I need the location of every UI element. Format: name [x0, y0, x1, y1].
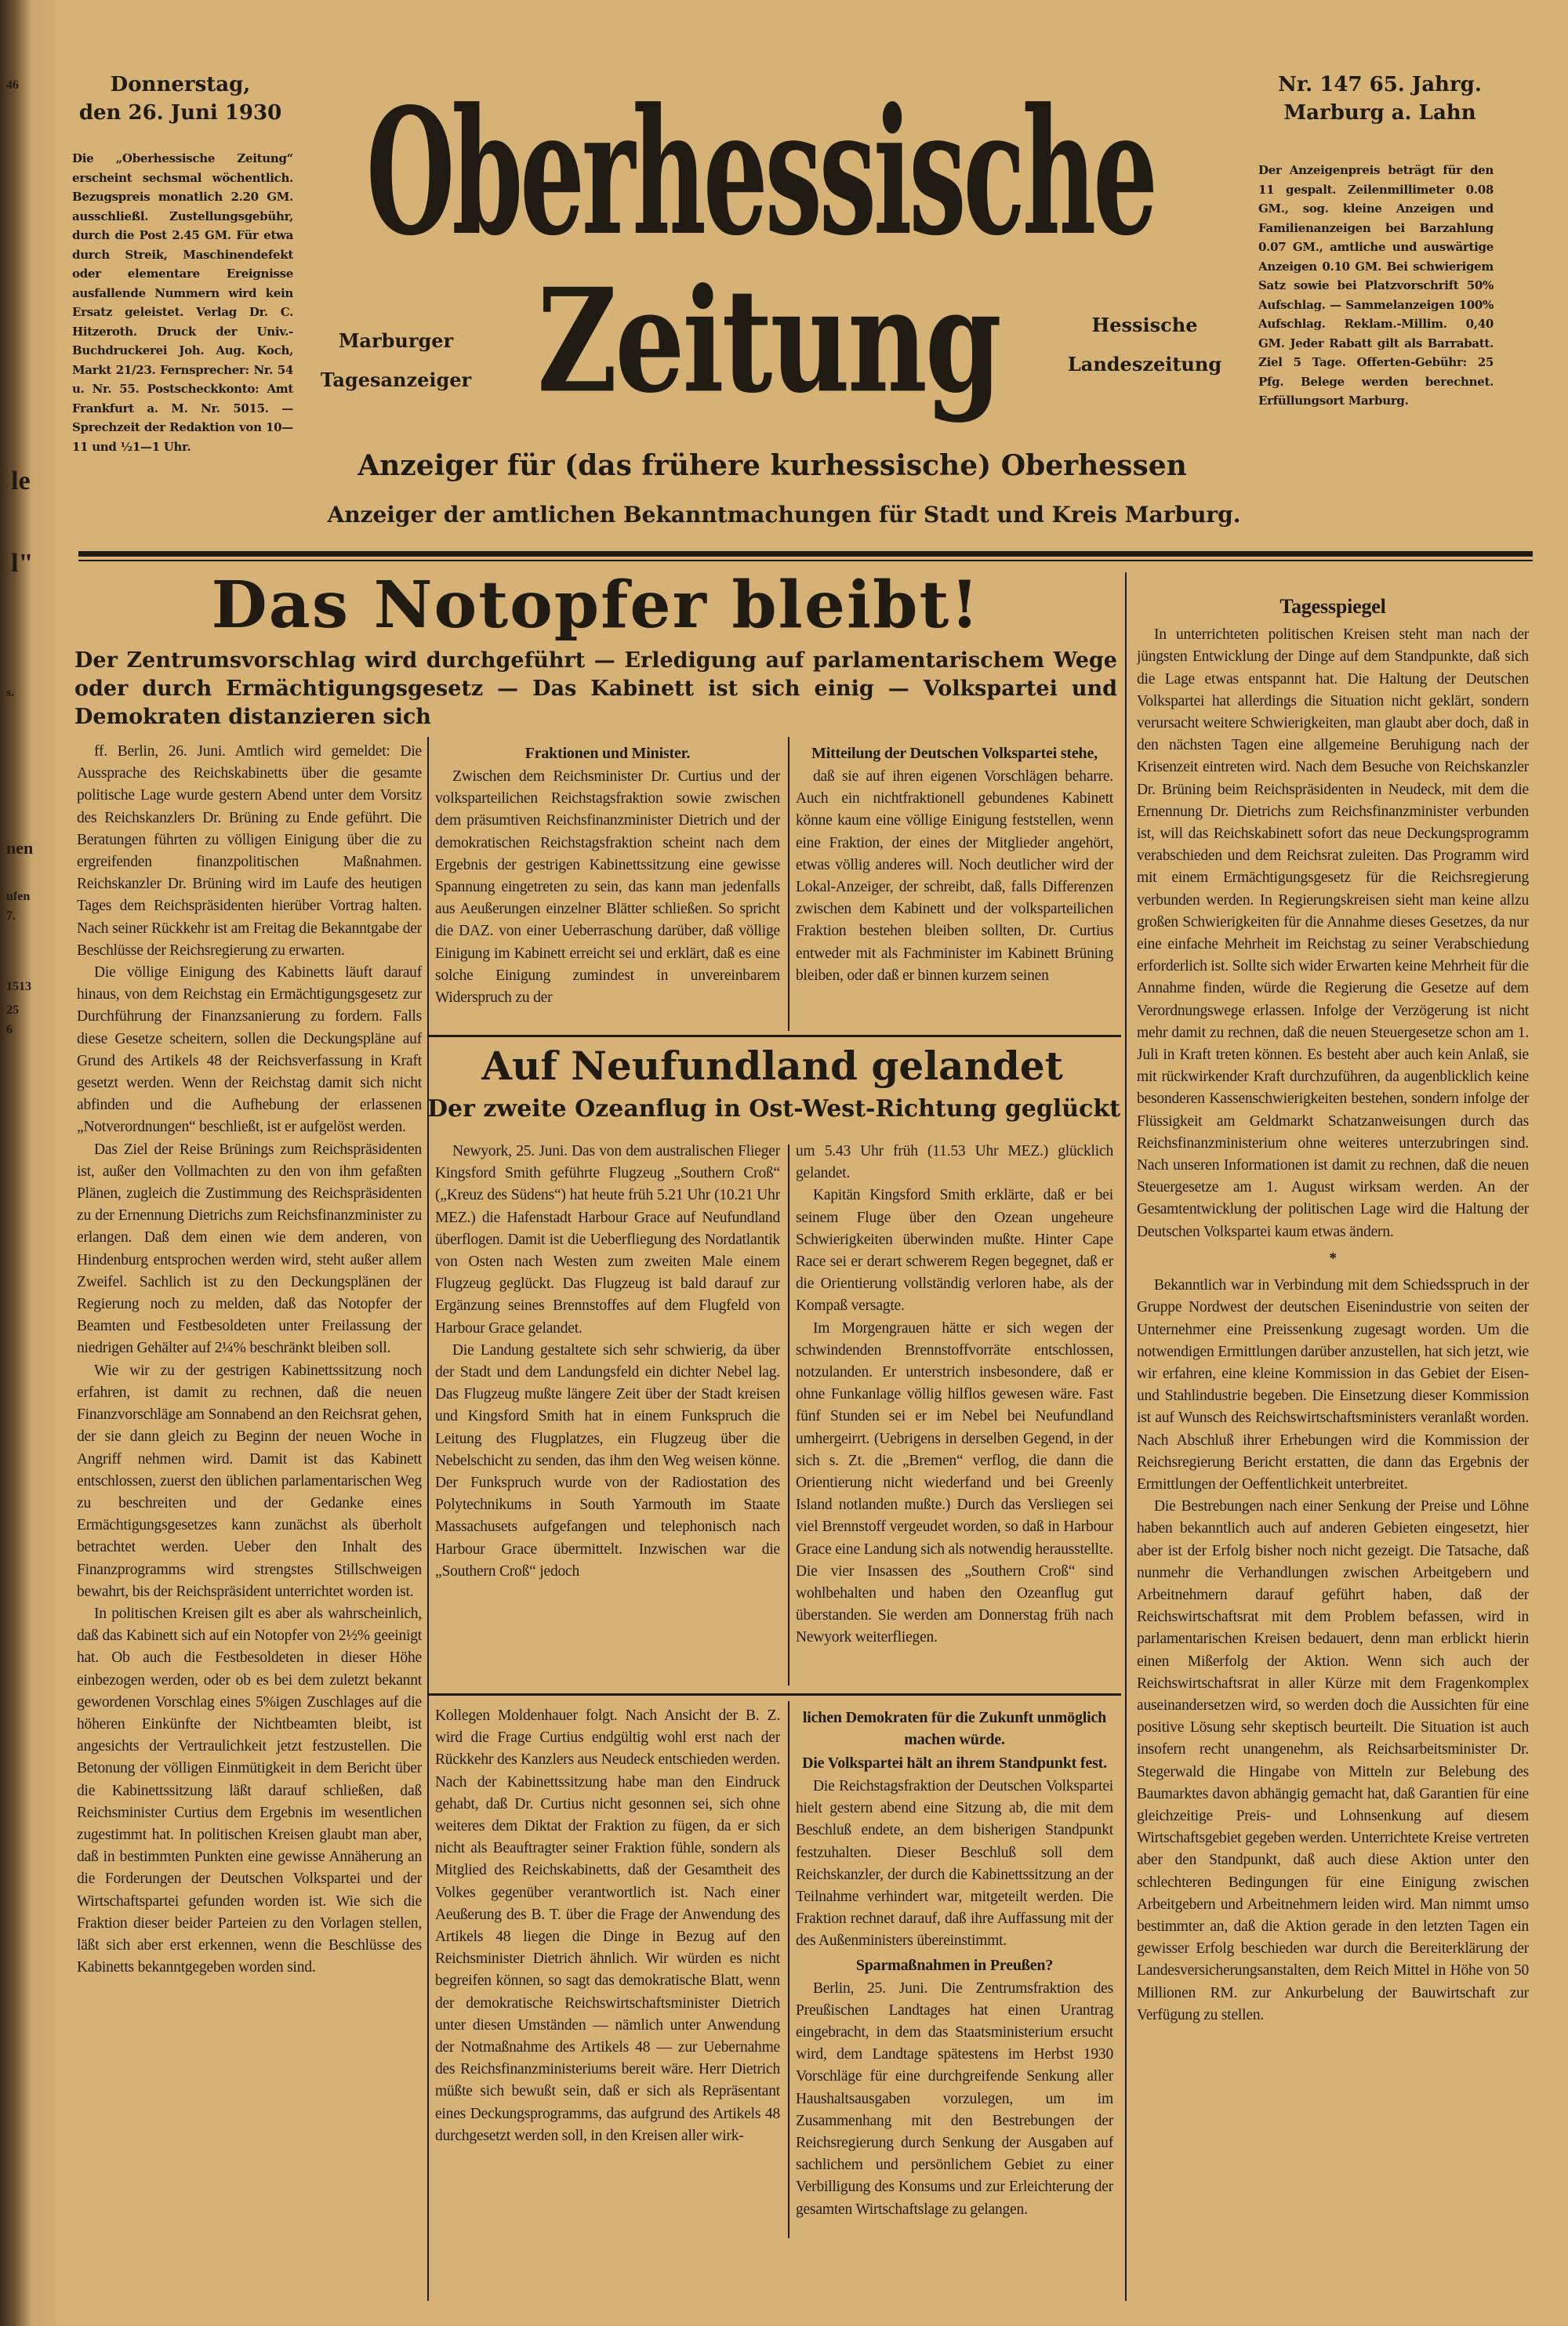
newspaper-title-line1: Oberhessische	[366, 70, 1155, 274]
issue-number: Nr. 147 65. Jahrg.	[1278, 73, 1482, 96]
section-heading: Sparmaßnahmen in Preußen?	[855, 1956, 1054, 1974]
lead-article-column-1	[77, 741, 422, 2301]
subscription-info: Die „Oberhessische Zeitung“ erscheint sechsmal wöchentlich. Bezugspreis monatlich 2.20 GM. ausschließl. Zustellungsgebühr, durch die Post 2.45 GM. Für etwa durch Streik, Maschinendefekt oder elementare Ereignisse ausfallende Nummern wird kein Ersatz geleistet. Verlag Dr. C. Hitzeroth. Druck der Univ.-Buchdruckerei Joh. Aug. Koch, Markt 21/23. Fernsprecher: Nr. 54 u. Nr. 55. Postscheckkonto: Amt Frankfurt a. M. Nr. 5015. — Sprechzeit der Redaktion von 10—11 und ½1—1 Uhr.	[72, 151, 293, 454]
paragraph: Die völlige Einigung des Kabinetts läuft darauf hinaus, von dem Reichstag ein Ermächtigungsgesetz zur Durchführung der Finanzsanierung zu fordern. Falls diese Gesetze scheitern, sollen die Deckungspläne auf Grund des Artikels 48 der Reichsverfassung in Kraft gesetzt werden. Wenn der Reichstag damit sich nicht abfinden und die Aufhebung der erlassenen „Notverordnungen“ beschließt, ist er aufgelöst werden.	[77, 964, 422, 1136]
edge-fragment: ufen	[6, 890, 31, 903]
edge-fragment: nen	[6, 838, 34, 858]
advertising-rates: Der Anzeigenpreis beträgt für den 11 gespalt. Zeilenmillimeter 0.08 GM., sog. kleine Anzeigen und Familienanzeigen bei Barzahlung 0.07 GM., amtliche und auswärtige Anzeigen 0.10 GM. Bei schwierigem Satz sowie bei Platzvorschrift 50% Aufschlag. — Sammelanzeigen 100% Aufschlag. Reklam.-Millim. 0,40 GM. Jeder Rabatt gilt als Barrabatt. Ziel 5 Tage. Offerten-Gebühr: 25 Pfg. Belege werden berechnet. Erfüllungsort Marburg.	[1258, 163, 1494, 408]
paragraph: Im Morgengrauen hätte er sich wegen der schwindenden Brennstoffvorräte entschlossen, notzulanden. Er unterstrich insbesondere, daß er ohne Funkanlage völlig hilflos gewesen wäre. Fast fünf Stunden sei er im Nebel bei Neufundland umhergeirrt. (Uebrigens in derselben Gegend, in der sich s. Zt. die „Bremen“ verflog, die dann die Orientierung nicht wiederfand und bei Greenly Island notlanden mußte.) Durch das Versliegen sei viel Brennstoff vergeudet worden, so daß in Harbour Grace eine Landung sich als notwendig herausstellte. Die vier Insassen des „Southern Croß“ sind wohlbehalten und haben den Ozeanflug gut überstanden. Sie werden am Donnerstag früh nach Newyork weiterfliegen.	[796, 1319, 1113, 1646]
paragraph: Das Ziel der Reise Brünings zum Reichspräsidenten ist, außer den Vollmachten zu den von ihm gefaßten Plänen, zugleich die Zustimmung des Reichspräsidenten zu der Ernennung Dietrichs zum Reichsfinanzminister zu erlangen. Daß dem einen wie dem anderen, von Hindenburg entsprochen werden wird, steht außer allem Zweifel. Sachlich ist zu den Deckungsplänen der Regierung noch zu melden, daß das Notopfer der Beamten und Festbesoldeten unter Freilassung der niedrigen Gehälter auf 2¼% beschränkt bleiben soll.	[77, 1141, 422, 1357]
edge-fragment: 6	[6, 1023, 13, 1036]
paragraph: ff. Berlin, 26. Juni. Amtlich wird gemeldet: Die Aussprache des Reichskabinetts über die gesamte politische Lage wurde gestern Abend unter dem Vorsitz des Reichskanzlers Dr. Brüning zu Ende geführt. Die Beratungen führten zu völligen Einigung über die zu ergreifenden finanzpolitischen Maßnahmen. Reichskanzler Dr. Brüning wird im Laufe des heutigen Tages dem Reichspräsidenten hierüber Vortrag halten. Nach seiner Rückkehr ist am Freitag die Bekanntgabe der Beschlüsse der Reichsregierung zu erwarten.	[77, 743, 422, 959]
paragraph: Kapitän Kingsford Smith erklärte, daß er bei seinem Fluge über den Ozean ungeheure Schwierigkeiten überwinden mußte. Hinter Cape Race sei er derart schwerem Regen begegnet, daß er die Orientierung vollständig verloren habe, als der Kompaß versagte.	[796, 1187, 1113, 1315]
edge-fragment: 7.	[6, 909, 16, 923]
edge-fragment: 25	[6, 1003, 19, 1017]
paragraph: Kollegen Moldenhauer folgt. Nach Ansicht der B. Z. wird die Frage Curtius endgültig wohl erst nach der Rückkehr des Kanzlers aus Neudeck entschieden werden. Nach der Kabinettssitzung habe man den Eindruck gehabt, daß Dr. Curtius nicht gesonnen sei, sich ohne weiteres dem Diktat der Fraktion zu fügen, da er sich nicht als Beauftragter seiner Fraktion fühle, sondern als Mitglied des Reichskabinetts, daß der Gesamtheit des Volkes gegenüber verantwortlich ist. Nach einer Aeußerung des B. T. über die Frage der Anwendung des Artikels 48 liegen die Dinge in Bezug auf den Reichsminister Dietrich ähnlich. Wir würden es nicht begreifen können, so sagt das demokratische Blatt, wenn der demokratische Reichswirtschaftsminister Dietrich unter diesen Umständen — nämlich unter Anwendung der Notmaßnahme des Artikels 48 — zur Uebernahme des Reichsfinanzministeriums bereit wäre. Herr Dietrich müßte sich bewußt sein, daß er sich als Repräsentant eines Deckungsprogramms, das aufgrund des Artikels 48 durchgesetzt werden soll, in den Kreisen aller wirk-	[435, 1707, 780, 2144]
paragraph: Zwischen dem Reichsminister Dr. Curtius und der volksparteilichen Reichstagsfraktion sowie zwischen dem präsumtiven Reichsfinanzminister Dietrich und der demokratischen Reichstagsfraktion scheint nach dem Ergebnis der gestrigen Kabinettssitzung eine gewisse Spannung eingetreten zu sein, das kann man jedenfalls aus Aeußerungen einzelner Blätter schließen. So spricht die DAZ. von einer Ueberraschung darüber, daß völlige Einigung im Kabinett erreicht sei und erklärt, daß es eine solche Einigung zumindest in unvereinbarem Widerspruch zu der	[435, 768, 780, 1007]
edge-fragment: l"	[11, 549, 34, 578]
column-rule	[788, 1701, 789, 2238]
masthead-rule	[78, 551, 1533, 557]
section-rule	[427, 1693, 1121, 1696]
section-heading: Mitteilung der Deutschen Volkspartei stehe,	[811, 745, 1098, 762]
adjacent-page-edge	[0, 0, 56, 2326]
place: Marburg a. Lahn	[1283, 101, 1476, 125]
flight-article-column-1	[435, 1141, 780, 1682]
newspaper-title-line2: Zeitung	[537, 258, 1000, 426]
date: den 26. Juni 1930	[78, 101, 282, 125]
separator-star: *	[1329, 1250, 1337, 1267]
lead-headline: Das Notopfer bleibt!	[211, 568, 981, 643]
paragraph: Newyork, 25. Juni. Das von dem australischen Flieger Kingsford Smith geführte Flugzeug „Southern Croß“ („Kreuz des Südens“) hat heute früh 5.21 Uhr (10.21 Uhr MEZ.) die Hafenstadt Harbour Grace auf Neufundland überflogen. Damit ist die Ueberfliegung des Nordatlantik von Osten nach Westen zum zweiten Male einem Flugzeug geglückt. Das Flugzeug ist bald darauf zur Ergänzung seines Brennstoffes auf dem Flugfeld von Harbour Grace gelandet.	[435, 1143, 780, 1337]
column-rule	[1125, 572, 1127, 2301]
paragraph: Die Bestrebungen nach einer Senkung der Preise und Löhne haben bekanntlich auch auf anderen Gebieten eingesetzt, hier aber ist der Erfolg bisher noch nicht gezeigt. Die Tatsache, daß nunmehr die Verhandlungen zwischen Arbeitgebern und Arbeitnehmern darauf geführt haben, daß der Reichswirtschaftsrat mit dem Problem befassen, wird in parlamentarischen Kreisen bedauert, denn man erblickt hierin einen Mißerfolg der Aktion. Wenn sich auch der Reichswirtschaftsrat in aller Kürze mit dem Fragenkomplex auseinandersetzen wird, so werden doch die Aussichten für eine positive Lösung sehr skeptisch beurteilt. Die Situation ist auch insofern recht unangenehm, als Reichsarbeitsminister Dr. Stegerwald die Hingabe von Mitteln zur Belebung des Baumarktes davon abhängig gemacht hat, daß Garantien für eine gleichzeitige Preis- und Lohnsenkung auf diesem Wirtschaftsgebiet gegeben werden. Unterrichtete Kreise vertreten aber den Standpunkt, daß auch diese Aktion unter den schlechteren Bedingungen für eine Einigung zwischen Arbeitgebern und Arbeitnehmern leiden wird. Man nimmt umso bestimmter an, daß die Aktion gerade in den letzten Tagen ein gewisser Erfolg beschieden war durch die Bereiterklärung der Landesversicherungsanstalten, dem Reich Mittel in Höhe von 50 Millionen RM. zur Ankurbelung der Bauwirtschaft zur Verfügung zu stellen.	[1137, 1498, 1529, 2023]
lead-article-column-2	[435, 741, 780, 1031]
paragraph: In politischen Kreisen gilt es aber als wahrscheinlich, daß das Kabinett sich auf ein Notopfer von 2½% geeinigt hat. Ob auch die Festbesoldeten in dieser Höhe einbezogen werden, oder ob es bei dem zuletzt bekannt gewordenen Vorschlag eines 5%igen Zuschlages auf die höheren Einkünfte der Nichtbeamten bleibt, ist angesichts der Vertraulichkeit jetzt festzustellen. Die Betonung der völligen Einmütigkeit in dem Bericht über die Kabinettssitzung läßt darauf schließen, daß Reichsminister Curtius dem Ergebnis im wesentlichen zugestimmt hat. In politischen Kreisen glaubt man aber, daß in bestimmten Punkten eine gewisse Annäherung an die Forderungen der Deutschen Volkspartei und der Wirtschaftspartei gefunden worden ist. Wie sich die Fraktion dieser beider Parteien zu den Vorlagen stellen, läßt sich aber erst erkennen, wenn die Beschlüsse des Kabinetts bekanntgegeben worden sind.	[77, 1605, 422, 1976]
edge-fragment: s.	[6, 686, 15, 699]
column-rule	[788, 1145, 789, 1686]
column-heading: Tagesspiegel	[1279, 596, 1386, 618]
section-rule	[427, 1035, 1121, 1037]
paragraph: In unterrichteten politischen Kreisen steht man nach der jüngsten Entwicklung der Dinge auf dem Standpunkte, daß sich die Lage etwas entspannt hat. Die Haltung der Deutschen Volkspartei hat allerdings die Situation nicht geklärt, sondern verursacht weitere Schwierigkeiten, man glaubt aber doch, daß in den nächsten Tagen eine allgemeine Beruhigung nach der Krisenzeit eintreten wird. Nach dem Besuche von Reichskanzler Dr. Brüning beim Reichspräsidenten in Neudeck, mit dem die Ernennung Dr. Dietrichs zum Reichsfinanzminister verbunden ist, will das Reichskabinett sofort das neue Deckungsprogramm verabschieden und dem Reichsrat zuleiten. Das Programm wird mit einem Ermächtigungsgesetz für die Reichsregierung verbunden werden. In Regierungskreisen sieht man keine allzu großen Schwierigkeiten für die Annahme dieses Gesetzes, da nur eine einfache Mehrheit im Reichstag zu seiner Verabschiedung erforderlich ist. Sollte sich wider Erwarten keine Mehrheit für die Annahme finden, würde die Regierung die Gesetze auf dem Verordnungswege erlassen. Infolge der Verzögerung ist nicht mehr damit zu rechnen, daß die neuen Steuergesetze schon am 1. Juli in Kraft treten können. Es besteht aber auch kein Anlaß, sie mit rückwirkender Kraft durchzuführen, da augenblicklich keine besonderen Kassenschwierigkeiten bestehen, sondern infolge der Flüssigkeit am Geldmarkt Schatzanweisungen durch das Reichsfinanzministerium ohne weiteres unterzubringen sind. Nach unseren Informationen ist damit zu rechnen, daß die neuen Steuergesetze am 1. August wirksam werden. An der Gesamtentwicklung der politischen Lage wird die Haltung der Deutschen Volkspartei kaum etwas ändern.	[1137, 626, 1529, 1240]
section-heading: Fraktionen und Minister.	[524, 745, 691, 762]
paragraph: Bekanntlich war in Verbindung mit dem Schiedsspruch in der Gruppe Nordwest der deutschen Eisenindustrie von seiten der Unternehmer eine Preissenkung zugesagt worden. Um die notwendigen Ermittlungen darüber anzustellen, hat sich jetzt, wie wir erfahren, eine kleine Kommission in das Gebiet der Eisen- und Stahlindustrie begeben. Die Einsetzung dieser Kommission ist auf Wunsch des Reichswirtschaftsministers veranlaßt worden. Nach Abschluß ihrer Erhebungen wird die Kommission der Reichsregierung Bericht erstatten, die dann das Ergebnis der Ermittlungen der Oeffentlichkeit unterbreitet.	[1137, 1277, 1529, 1493]
paragraph: um 5.43 Uhr früh (11.53 Uhr MEZ.) glücklich gelandet.	[796, 1143, 1113, 1182]
lead-continuation-column-1	[435, 1705, 780, 2238]
side-title-left-2: Tagesanzeiger	[320, 368, 472, 391]
paragraph: Berlin, 25. Juni. Die Zentrumsfraktion des Preußischen Landtages hat einen Urantrag eingebracht, in dem das Staatsministerium ersucht wird, dem Landtage spätestens im Herbst 1930 Vorschläge für eine durchgreifende Senkung aller Haushaltsausgaben vorzulegen, um im Zusammenhang mit den Bestrebungen der Reichsregierung durch Senkung der Ausgaben auf sachlichem und persönlichem Gebiet zu einer Verbilligung des Konsums und zur Erleichterung der gesamten Wirtschaftslage zu gelangen.	[796, 1979, 1113, 2218]
flight-headline: Auf Neufundland gelandet	[481, 1043, 1063, 1089]
paragraph: Die Reichstagsfraktion der Deutschen Volkspartei hielt gestern abend eine Sitzung ab, die mit dem Beschluß endete, an dem bisherigen Standpunkt festzuhalten. Dieser Beschluß soll dem Reichskanzler, der durch die Kabinettssitzung an der Teilnahme verhindert war, mitgeteilt werden. Die Fraktion rechnet darauf, daß ihre Auffassung mit der des Außenministers übereinstimmt.	[796, 1778, 1113, 1950]
paragraph: Wie wir zu der gestrigen Kabinettssitzung noch erfahren, ist damit zu rechnen, daß die neuen Finanzvorschläge am Sonnabend an den Reichsrat gehen, der sie dann gleich zu Beginn der neuen Woche in Angriff nehmen wird. Damit ist das Kabinett entschlossen, zuerst den üblichen parlamentarischen Weg zu beschreiten und der Gedanke eines Ermächtigungsgesetzes kann zunächst als überholt betrachtet werden. Ueber den Inhalt des Finanzprogramms wird strengstes Stillschweigen bewahrt, bis der Reichspräsident unterrichtet worden ist.	[77, 1362, 422, 1600]
edge-fragment: 46	[6, 78, 19, 92]
flight-subheadline: Der zweite Ozeanflug in Ost-West-Richtung geglückt	[427, 1095, 1120, 1123]
edge-fragment: le	[11, 466, 31, 495]
side-title-right-2: Landeszeitung	[1067, 353, 1222, 376]
lead-continuation-column-2	[796, 1705, 1113, 2238]
masthead-date	[63, 71, 298, 127]
masthead-issue	[1231, 71, 1529, 127]
column-rule	[427, 737, 429, 2301]
edge-fragment: 1513	[6, 980, 31, 993]
side-title-left-1: Marburger	[338, 329, 454, 352]
column-rule	[788, 737, 789, 1031]
lead-subheadline: Der Zentrumsvorschlag wird durchgeführt — Erledigung auf parlamentarischem Wege oder durch Ermächtigungsgesetz — Das Kabinett ist sich einig — Volkspartei und Demokraten distanzieren sich	[74, 648, 1117, 729]
weekday: Donnerstag,	[110, 73, 251, 96]
side-title-right-1: Hessische	[1091, 314, 1198, 336]
side-title-right	[1051, 306, 1239, 384]
flight-article-column-2	[796, 1141, 1113, 1682]
paragraph: Die Landung gestaltete sich sehr schwierig, da über der Stadt und dem Landungsfeld ein dichter Nebel lag. Das Flugzeug mußte längere Zeit über der Stadt kreisen und Kingsford Smith hat in einem Funkspruch die Leitung des Flugplatzes, ein Flugzeug über die Nebelschicht zu senden, das ihm den Weg weisen könne. Der Funkspruch wurde von der Radiostation des Polytechnikums in South Yarmouth im Staate Massachusets aufgefangen und telephonisch nach Harbour Grace übermittelt. Inzwischen war die „Southern Croß“ jedoch	[435, 1341, 780, 1580]
tagline-secondary: Anzeiger der amtlichen Bekanntmachungen für Stadt und Kreis Marburg.	[327, 502, 1241, 528]
section-heading: Die Volkspartei hält an ihrem Standpunkt fest.	[802, 1754, 1107, 1772]
lead-article-column-3	[796, 741, 1113, 1031]
tagline: Anzeiger für (das frühere kurhessische) Oberhessen	[358, 449, 1187, 482]
paragraph: daß sie auf ihren eigenen Vorschlägen beharre. Auch ein nichtfraktionell gebundenes Kabinett könne kaum eine völlige Einigung feststellen, wenn eine Fraktion, der eines der Mitglieder angehört, etwas völlig anderes will. Noch deutlicher wird der Lokal-Anzeiger, der schreibt, daß, falls Differenzen zwischen dem Kabinett und der volksparteilichen Fraktion bestehen bleiben sollten, Dr. Curtius entweder mit als Fachminister im Kabinett Brüning bleiben, oder daß er binnen kurzem seinen	[796, 768, 1113, 984]
masthead-rule-thin	[78, 560, 1533, 561]
side-title-left	[306, 321, 486, 400]
tagesspiegel-column	[1137, 596, 1529, 2238]
paragraph-continuation: lichen Demokraten für die Zukunft unmöglich machen würde.	[802, 1709, 1107, 1748]
